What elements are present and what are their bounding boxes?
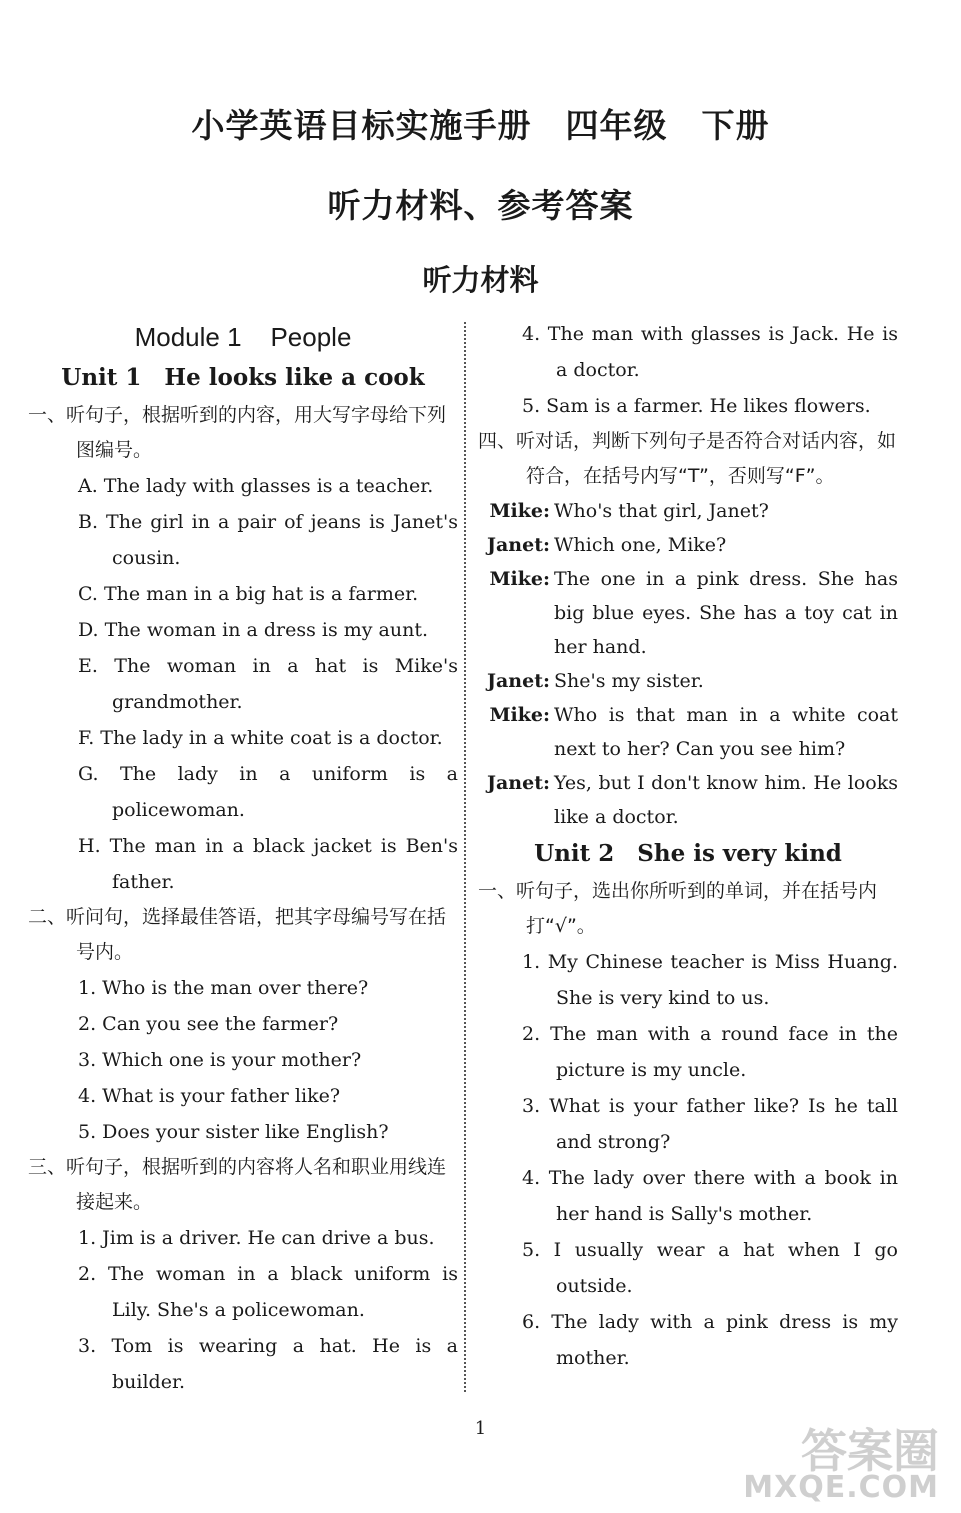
- unit2-section1-heading: 一、听句子，选出你所听到的单词，并在括号内打“√”。: [478, 880, 878, 937]
- column-divider: [464, 322, 466, 1392]
- book-title: 小学英语目标实施手册 四年级 下册: [191, 106, 770, 145]
- list-item: B. The girl in a pair of jeans is Janet's cousin.: [78, 511, 458, 569]
- right-column: [478, 316, 898, 1376]
- watermark-bottom: MXQE.COM: [743, 1470, 939, 1505]
- list-item: 2. The man with a round face in the picture is my uncle.: [522, 1023, 898, 1081]
- dialog-text: Who is that man in a white coat next to her? Can you see him?: [554, 704, 898, 760]
- dialog-text: Yes, but I don't know him. He looks like a doctor.: [554, 772, 898, 828]
- list-item: 3. Tom is wearing a hat. He is a builder.: [78, 1335, 458, 1393]
- page-number: 1: [474, 1418, 487, 1439]
- speaker: Janet:: [487, 534, 550, 556]
- speaker: Mike:: [489, 704, 550, 726]
- dialog-line: [478, 766, 898, 834]
- list-item: 2. The woman in a black uniform is Lily. She's a policewoman.: [78, 1263, 458, 1321]
- list-item: A. The lady with glasses is a teacher.: [78, 475, 434, 497]
- unit1-heading: Unit 1 He looks like a cook: [61, 364, 425, 391]
- list-item: C. The man in a big hat is a farmer.: [78, 583, 419, 605]
- speaker: Janet:: [487, 670, 550, 692]
- speaker: Mike:: [489, 500, 550, 522]
- list-item: 3. Which one is your mother?: [78, 1049, 362, 1071]
- list-item: 4. What is your father like?: [78, 1085, 341, 1107]
- unit2-heading: Unit 2 She is very kind: [534, 840, 842, 867]
- list-item: 5. Sam is a farmer. He likes flowers.: [522, 395, 871, 417]
- dialog-line: [478, 562, 898, 664]
- list-item: 5. I usually wear a hat when I go outside.: [522, 1239, 898, 1297]
- list-item: G. The lady in a uniform is a policewoman.: [78, 763, 458, 821]
- list-item: 2. Can you see the farmer?: [78, 1013, 339, 1035]
- section2-heading: 二、听问句，选择最佳答语，把其字母编号写在括号内。: [28, 906, 447, 963]
- list-item: 5. Does your sister like English?: [78, 1121, 389, 1143]
- list-item: F. The lady in a white coat is a doctor.: [78, 727, 443, 749]
- dialog-text: Who's that girl, Janet?: [554, 500, 769, 522]
- dialog-line: [478, 664, 898, 698]
- list-item: 1. My Chinese teacher is Miss Huang. She is very kind to us.: [522, 951, 898, 1009]
- dialog-line: [478, 528, 898, 562]
- list-item: 1. Who is the man over there?: [78, 977, 369, 999]
- section3-heading: 三、听句子，根据听到的内容将人名和职业用线连接起来。: [28, 1156, 447, 1213]
- list-item: D. The woman in a dress is my aunt.: [78, 619, 429, 641]
- section4-heading: 四、听对话，判断下列句子是否符合对话内容，如符合，在括号内写“T”，否则写“F”。: [478, 430, 897, 487]
- document-subtitle: 听力材料、参考答案: [327, 186, 634, 225]
- watermark-logo: [743, 1415, 949, 1505]
- list-item: 6. The lady with a pink dress is my mother.: [522, 1311, 898, 1369]
- left-column: [28, 316, 458, 1400]
- list-item: 4. The lady over there with a book in her hand is Sally's mother.: [522, 1167, 898, 1225]
- speaker: Mike:: [489, 568, 550, 590]
- dialog-line: [478, 698, 898, 766]
- list-item: E. The woman in a hat is Mike's grandmother.: [78, 655, 458, 713]
- list-item: 1. Jim is a driver. He can drive a bus.: [78, 1227, 435, 1249]
- list-item: 3. What is your father like? Is he tall and strong?: [522, 1095, 898, 1153]
- module-heading: Module 1 People: [134, 322, 352, 352]
- dialog-text: She's my sister.: [554, 670, 704, 692]
- list-item: 4. The man with glasses is Jack. He is a doctor.: [522, 323, 898, 381]
- speaker: Janet:: [487, 772, 550, 794]
- dialog-line: [478, 494, 898, 528]
- section-title: 听力材料: [422, 263, 539, 297]
- list-item: H. The man in a black jacket is Ben's father.: [78, 835, 458, 893]
- dialog-text: The one in a pink dress. She has big blue eyes. She has a toy cat in her hand.: [554, 568, 898, 658]
- watermark-top: 答案圈: [801, 1424, 939, 1478]
- dialog-text: Which one, Mike?: [554, 534, 727, 556]
- section1-heading: 一、听句子，根据听到的内容，用大写字母给下列图编号。: [28, 404, 447, 461]
